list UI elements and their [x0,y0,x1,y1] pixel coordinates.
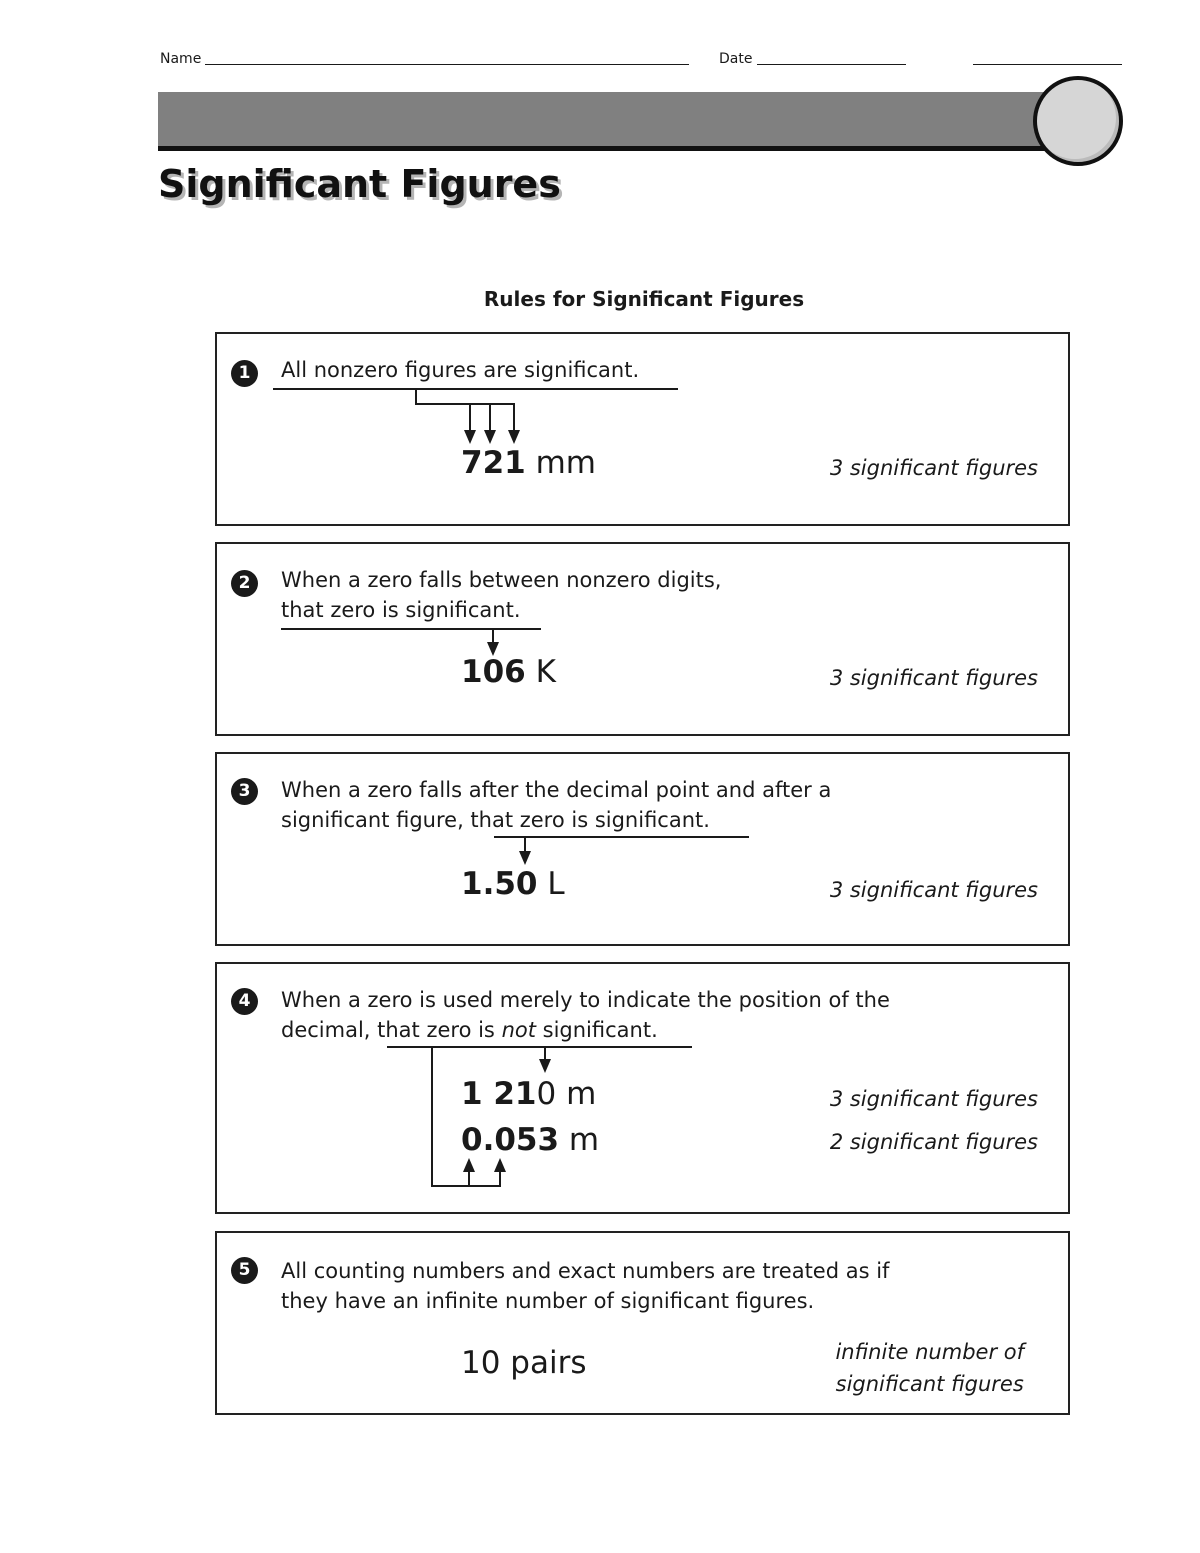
section-subtitle: Rules for Significant Figures [483,287,805,311]
rule-4-line-2b: significant. [535,1018,658,1042]
example-5-value: 10 pairs [461,1345,587,1381]
example-1-note: 3 significant figures [829,456,1038,480]
example-5-note-line-2: significant figures [835,1372,1024,1396]
rule-3-line-2: significant figure, that zero is significant. [281,808,710,832]
rule-1-arrows [217,334,1072,528]
rule-number-2: 2 [231,570,258,597]
example-3-value: 1.50 [461,866,538,902]
date-field[interactable] [757,64,906,65]
rule-card-5 [215,1231,1070,1415]
example-1-unit: mm [525,445,596,481]
banner-circle [1033,76,1123,166]
rule-4-line-2a: decimal, that zero is [281,1018,502,1042]
rule-number-3: 3 [231,778,258,805]
rule-3-line-1: When a zero falls after the decimal point and after a [281,778,832,802]
rule-number-4: 4 [231,988,258,1015]
rule-card-1 [215,332,1070,526]
rule-2-line-2: that zero is significant. [281,598,521,622]
example-4a-note: 3 significant figures [829,1087,1038,1111]
example-3-note: 3 significant figures [829,878,1038,902]
example-1-value: 721 [461,445,526,481]
rule-text-5 [281,1256,889,1316]
page-title: Significant Figures [158,162,561,206]
rule-5-line-2: they have an infinite number of significant figures. [281,1289,815,1313]
rule-number-1: 1 [231,360,258,387]
example-5-note-line-1: infinite number of [835,1340,1024,1364]
example-5 [461,1345,586,1381]
rule-4-emphasis: not [501,1018,536,1042]
example-3 [461,866,565,902]
example-2-unit: K [525,654,556,690]
example-4a [461,1076,596,1112]
date-label: Date [719,51,753,67]
rule-card-3 [215,752,1070,946]
example-2-value: 106 [461,654,526,690]
rule-3-arrows [217,754,1072,948]
class-field[interactable] [973,64,1122,65]
example-5-note [835,1336,1024,1400]
rule-card-4 [215,962,1070,1214]
rule-number-5: 5 [231,1257,258,1284]
rule-1-line-1: All nonzero figures are significant. [281,358,640,382]
example-4b [461,1122,599,1158]
rule-card-2 [215,542,1070,736]
example-3-unit: L [537,866,565,902]
example-4b-value: 0.053 [461,1122,560,1158]
rule-5-line-1: All counting numbers and exact numbers are treated as if [281,1259,890,1283]
rule-2-arrows [217,544,1072,738]
example-4b-unit: m [559,1122,600,1158]
example-2 [461,654,556,690]
example-4b-note: 2 significant figures [829,1130,1038,1154]
example-4a-value: 1 21 [461,1076,537,1112]
example-1 [461,445,596,481]
name-field[interactable] [205,64,689,65]
header-banner [158,92,1058,151]
example-2-note: 3 significant figures [829,666,1038,690]
rule-2-line-1: When a zero falls between nonzero digits, [281,568,722,592]
rule-4-line-1: When a zero is used merely to indicate the position of the [281,988,890,1012]
name-label: Name [160,51,202,67]
example-4a-unit: 0 m [536,1076,597,1112]
